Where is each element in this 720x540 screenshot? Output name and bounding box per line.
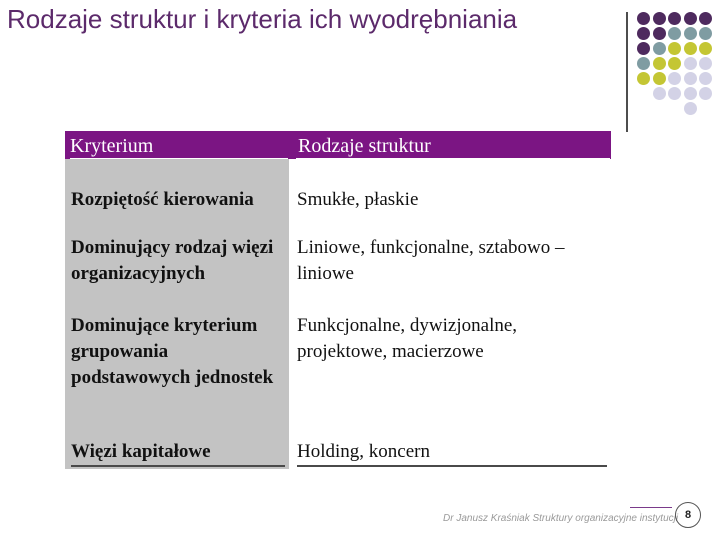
decorative-dot [637,12,650,25]
decorative-dot [637,42,650,55]
table-cell-criterion: Rozpiętość kierowania [71,189,254,210]
title-divider-line [626,12,628,132]
decorative-dot [637,27,650,40]
criteria-table [65,131,611,469]
table-cell-criterion: Dominujący rodzaj więzi organizacyjnych [71,237,274,284]
table-cell-criterion: Więzi kapitałowe [71,441,211,462]
decorative-dot [637,72,650,85]
decorative-dot [668,12,681,25]
criterion-column-background [65,131,289,469]
decorative-dot [668,87,681,100]
footer-accent-line [630,507,672,508]
header-underline [296,158,610,159]
decorative-dot [684,57,697,70]
decorative-dot [684,42,697,55]
decorative-dot [653,57,666,70]
decorative-dot [699,42,712,55]
row-underline [297,465,607,467]
decorative-dot [684,102,697,115]
decorative-dot [653,87,666,100]
decorative-dot [653,12,666,25]
decorative-dot [668,72,681,85]
decorative-dot [699,12,712,25]
decorative-dot [637,57,650,70]
table-cell-criterion: Dominujące kryterium grupowania podstawowych jednostek [71,315,274,388]
decorative-dot [668,27,681,40]
table-cell-types: Smukłe, płaskie [297,189,419,210]
decorative-dot [684,12,697,25]
decorative-dot [668,42,681,55]
decorative-dot [653,42,666,55]
decorative-dot [699,72,712,85]
decorative-dot [668,57,681,70]
decorative-dot [699,57,712,70]
row-underline [71,465,285,467]
decorative-dot [653,27,666,40]
decorative-dot [684,27,697,40]
decorative-dot-grid [637,12,717,116]
header-criterion: Kryterium [70,135,154,157]
decorative-dot [699,27,712,40]
table-cell-types: Funkcjonalne, dywizjonalne, projektowe, macierzowe [297,315,518,362]
decorative-dot [699,87,712,100]
footer-author: Dr Janusz Kraśniak Struktury organizacyjne instytucji [443,513,679,524]
header-underline [70,158,288,159]
table-cell-types: Holding, koncern [297,441,430,462]
table-cell-types: Liniowe, funkcjonalne, sztabowo – liniowe [297,237,565,284]
slide-title: Rodzaje struktur i kryteria ich wyodrębniania [7,4,518,34]
table-header-row [65,131,611,159]
page-number: 8 [675,502,701,528]
decorative-dot [684,87,697,100]
decorative-dot [684,72,697,85]
header-structure-types: Rodzaje struktur [298,135,431,157]
decorative-dot [653,72,666,85]
